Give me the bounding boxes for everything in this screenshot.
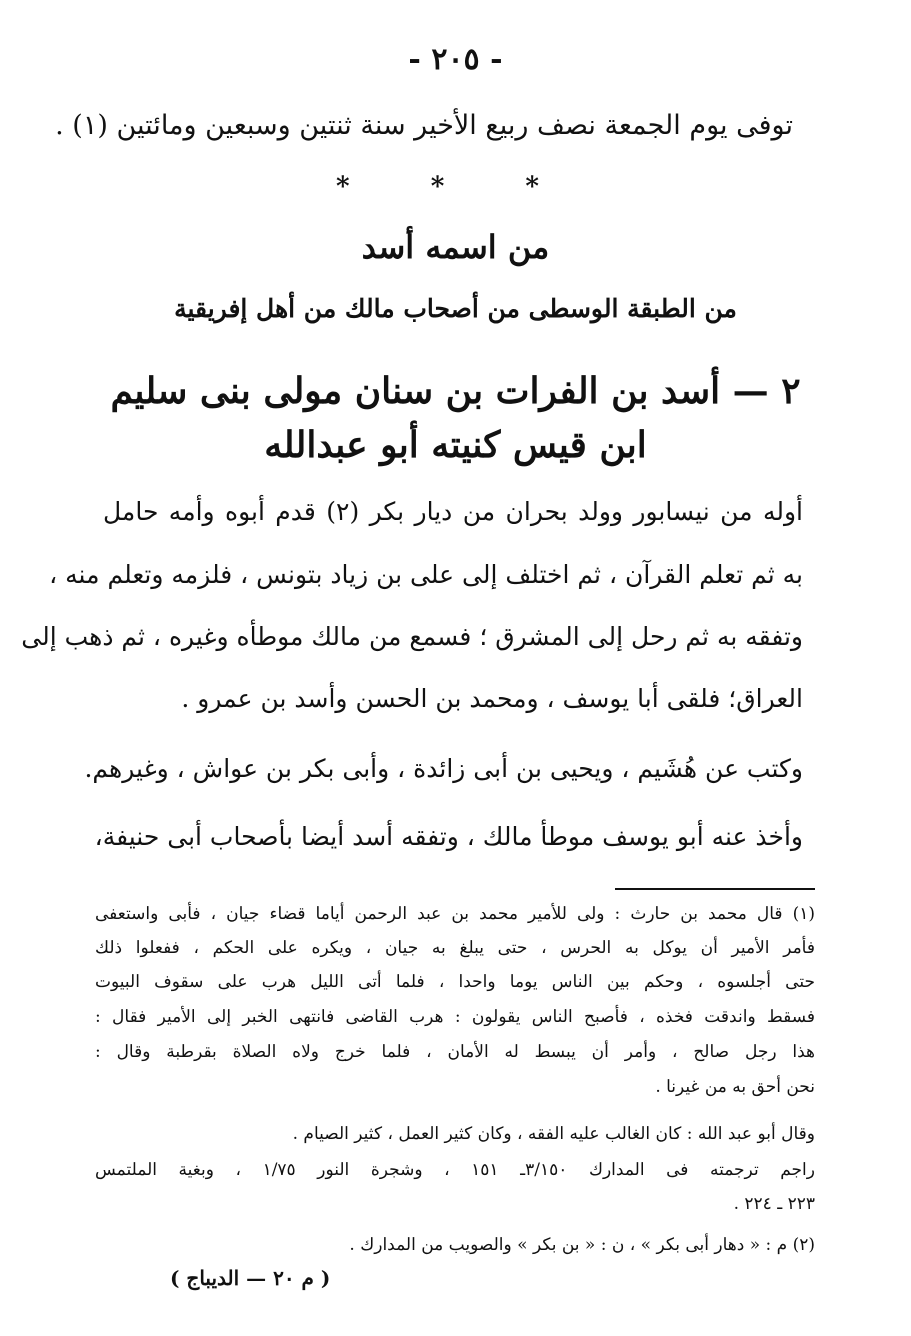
page-number: - ٢٠٥ - (408, 42, 503, 77)
entry-title-line-2: ابن قيس كنيته أبو عبدالله (264, 424, 647, 466)
entry-title-line-1: ٢ — أسد بن الفرات بن سنان مولى بنى سليم (110, 370, 801, 412)
footnote-line: حتى أجلسوه ، وحكم بين الناس يوما واحدا ، فلما أتى الليل هرب على سقوف البيوت (95, 972, 815, 992)
body-line: أوله من نيسابور وولد بحران من ديار بكر (٢) قدم أبوه وأمه حامل (103, 497, 803, 526)
section-ornament: * * * (336, 172, 575, 202)
footnote-line: (٢) م : « دهار أبى بكر » ، ن : « بن بكر » والصويب من المدارك . (349, 1235, 815, 1255)
body-line: وتفقه به ثم رحل إلى المشرق ؛ فسمع من مالك موطأه وغيره ، ثم ذهب إلى (21, 622, 803, 651)
footnote-line: (١) قال محمد بن حارث : ولى للأمير محمد بن عبد الرحمن أياما قضاء جيان ، فأبى واستعفى (95, 904, 815, 924)
body-line: به ثم تعلم القرآن ، ثم اختلف إلى على بن زياد بتونس ، فلزمه وتعلم منه ، (49, 560, 803, 589)
body-line: وكتب عن هُشَيم ، ويحيى بن أبى زائدة ، وأبى بكر بن عواش ، وغيرهم. (84, 754, 803, 783)
footnote-divider (615, 888, 815, 890)
body-line: وأخذ عنه أبو يوسف موطأ مالك ، وتفقه أسد أيضا بأصحاب أبى حنيفة، (94, 822, 803, 851)
footnote-line: راجم ترجمته فى المدارك ٣/١٥٠ـ ١٥١ ، وشجرة النور ١/٧٥ ، وبغية الملتمس (95, 1160, 815, 1180)
footnote-line: نحن أحق به من غيرنا . (655, 1077, 815, 1097)
signature-mark: ( م ٢٠ — الديباج ) (170, 1266, 331, 1290)
footnote-line: وقال أبو عبد الله : كان الغالب عليه الفقه ، وكان كثير العمل ، كثير الصيام . (292, 1124, 815, 1144)
section-title: من اسمه أسد (361, 228, 550, 266)
footnote-line: فأمر الأمير أن يوكل به الحرس ، حتى يبلغ به جيان ، ويكره على الحكم ، ففعلوا ذلك (95, 938, 815, 958)
footnote-line: فسقط واندقت فخذه ، فأصبح الناس يقولون : هرب القاضى فانتهى الخبر إلى الأمير فقال : (95, 1007, 815, 1027)
body-line: العراق؛ فلقى أبا يوسف ، ومحمد بن الحسن وأسد بن عمرو . (181, 684, 803, 713)
section-subtitle: من الطبقة الوسطى من أصحاب مالك من أهل إفريقية (174, 294, 737, 323)
intro-line: توفى يوم الجمعة نصف ربيع الأخير سنة ثنتين وسبعين ومائتين (١) . (55, 110, 793, 141)
footnote-line: ٢٢٣ ـ ٢٢٤ . (733, 1194, 815, 1214)
footnote-line: هذا رجل صالح ، وأمر أن يبسط له الأمان ، فلما خرج ولاه الصلاة بقرطبة وقال : (95, 1042, 815, 1062)
